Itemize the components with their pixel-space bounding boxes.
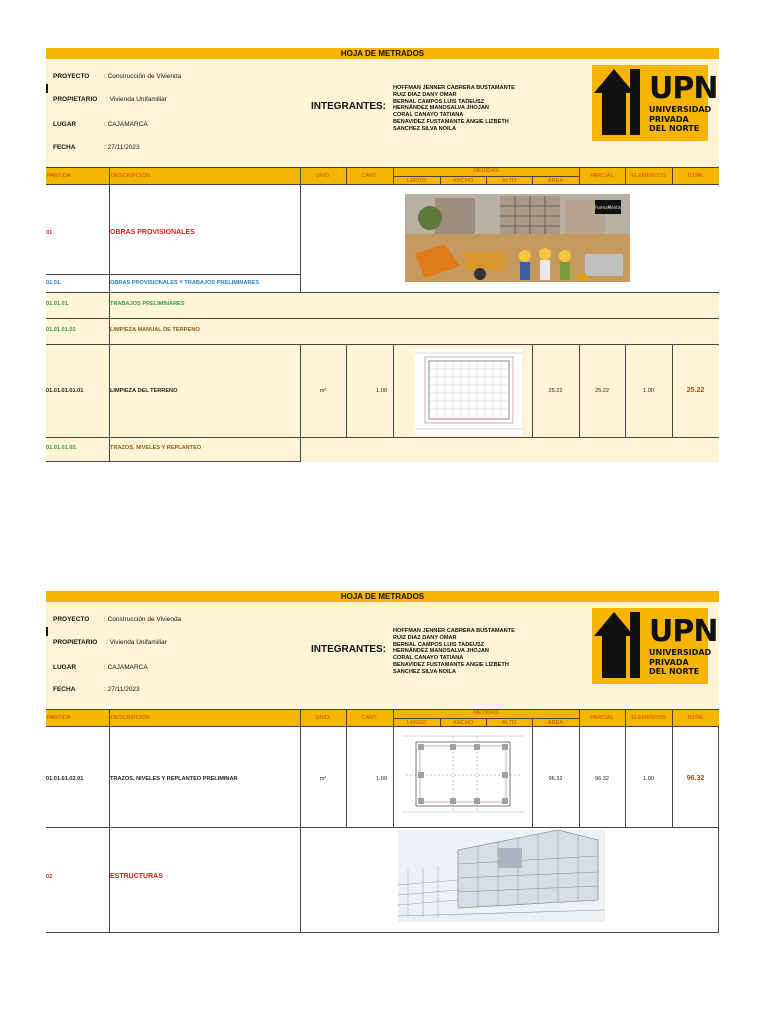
proyecto-value: : Construcción de Vivienda: [104, 616, 182, 623]
proyecto-value: : Construcción de Vivienda: [104, 73, 182, 80]
cant-value: 1.00: [376, 388, 387, 394]
propietario-label: PROPIETARIO: [53, 96, 98, 103]
sheet-header: [46, 59, 719, 167]
partida-code: 01.01.01.02.: [46, 445, 78, 451]
partida-desc: OBRAS PROVISIONALES Y TRABAJOS PRELIMINARES: [110, 280, 259, 286]
col-area: ÁREA: [547, 720, 564, 726]
col-cant: CANT.: [361, 715, 378, 721]
total-value: 96.32: [686, 775, 705, 782]
fecha-label: FECHA: [53, 144, 76, 151]
col-elementos: ELEMENTOS: [631, 715, 666, 721]
fecha-value: : 27/11/2023: [104, 686, 140, 693]
proyecto-label: PROYECTO: [53, 616, 90, 623]
parcial-value: 25.22: [595, 388, 609, 394]
col-descripcion: DESCRIPCIÓN: [111, 715, 150, 721]
parcial-value: 96.32: [595, 776, 609, 782]
propietario-label: PROPIETARIO: [53, 639, 98, 646]
partida-desc: ESTRUCTURAS: [110, 873, 163, 880]
col-medidas: MEDIDAS: [473, 710, 499, 716]
partida-desc: LIMPIEZA MANUAL DE TERRENO: [110, 327, 200, 333]
arrow-up-icon: [592, 608, 648, 684]
member: BENAVIDEZ FUSTAMANTE ANGIE LIZBETH: [393, 118, 509, 125]
col-elementos: ELEMENTOS: [631, 173, 666, 179]
elementos-value: 1.00: [643, 776, 654, 782]
propietario-value: : Vivienda Unifamiliar: [106, 96, 167, 103]
area-value: 25.22: [548, 388, 563, 394]
lugar-value: : CAJAMARCA: [104, 664, 148, 671]
member: SANCHEZ SILVA NOILA: [393, 125, 456, 132]
col-partida: PARTIDA: [47, 715, 71, 721]
total-value: 25.22: [686, 387, 705, 394]
partida-code: 01.01.01.01.01: [46, 388, 84, 394]
member: BENAVIDEZ FUSTAMANTE ANGIE LIZBETH: [393, 661, 509, 668]
sheet-title: HOJA DE METRADOS: [46, 48, 719, 59]
fecha-value: : 27/11/2023: [104, 144, 140, 151]
member: BERNAL CAMPOS LUIS TADEUSZ: [393, 641, 485, 648]
col-total: TOTAL: [686, 715, 705, 721]
logo-brand: UPN: [649, 71, 718, 106]
member: BERNAL CAMPOS LUIS TADEUSZ: [393, 98, 485, 105]
fecha-label: FECHA: [53, 686, 76, 693]
partida-code: 01: [46, 230, 53, 236]
column-header: [46, 167, 719, 185]
col-partida: PARTIDA: [47, 173, 71, 179]
member: CORAL CANAYO TATIANA: [393, 655, 464, 662]
elementos-value: 1.00: [643, 388, 654, 394]
col-descripcion: DESCRIPCIÓN: [111, 173, 150, 179]
arrow-up-icon: [592, 65, 648, 141]
col-alto: ALTO: [501, 178, 517, 184]
construction-illustration: [405, 194, 630, 282]
col-total: TOTAL: [686, 173, 705, 179]
unid-value: m²: [319, 388, 327, 394]
col-cant: CANT.: [361, 173, 378, 179]
structure-illustration: [398, 830, 605, 922]
col-largo: LARGO: [406, 720, 427, 726]
lugar-value: : CAJAMARCA: [104, 121, 148, 128]
partida-code: 01.01.01.02.01: [46, 776, 84, 782]
partida-desc: TRABAJOS PRELIMINARES: [110, 301, 185, 307]
member: HOFFMAN JENNER CABRERA BUSTAMANTE: [393, 628, 515, 634]
floor-plan-drawing: [415, 349, 522, 435]
upn-logo: [592, 608, 718, 684]
col-medidas: MEDIDAS: [473, 168, 499, 174]
unid-value: m²: [319, 776, 327, 782]
partida-code: 01.01.: [46, 280, 62, 286]
integrantes-label: INTEGRANTES:: [311, 644, 386, 655]
col-ancho: ANCHO: [452, 178, 474, 184]
partida-desc: TRAZOS, NIVELES Y REPLANTEO: [110, 445, 202, 451]
member: HERNÁNDEZ MANOSALVA JHOJAN: [393, 105, 489, 112]
col-largo: LARGO: [406, 178, 427, 184]
propietario-value: : Vivienda Unifamiliar: [106, 639, 167, 646]
integrantes-label: INTEGRANTES:: [311, 101, 386, 112]
badge-text: FormaMentis: [595, 205, 621, 210]
col-alto: ALTO: [501, 720, 517, 726]
partida-desc: LIMPIEZA DEL TERRENO: [110, 388, 178, 394]
partida-desc: TRAZOS, NIVELES Y REPLANTEO PRELIMINAR: [110, 776, 238, 782]
area-value: 96.32: [548, 776, 563, 782]
member: RUIZ DIAZ DANY OMAR: [393, 634, 457, 641]
members-list: [393, 628, 515, 676]
col-area: ÁREA: [547, 178, 564, 184]
partida-desc: OBRAS PROVISIONALES: [110, 229, 195, 236]
column-header: [46, 709, 719, 727]
logo-text: UNIVERSIDAD PRIVADA DEL NORTE: [649, 105, 712, 133]
col-parcial: PARCIAL: [590, 715, 614, 721]
upn-logo: [592, 65, 718, 141]
proyecto-label: PROYECTO: [53, 73, 90, 80]
lugar-label: LUGAR: [53, 121, 77, 128]
member: RUIZ DIAZ DANY OMAR: [393, 91, 457, 98]
partida-code: 01.01.01.01: [46, 327, 76, 333]
lugar-label: LUGAR: [53, 664, 77, 671]
sheet-header: [46, 602, 719, 709]
members-list: [393, 85, 515, 133]
col-ancho: ANCHO: [452, 720, 474, 726]
sheet-title: HOJA DE METRADOS: [46, 591, 719, 602]
metrados-sheet-1: [46, 48, 719, 462]
logo-text: UNIVERSIDAD PRIVADA DEL NORTE: [649, 648, 712, 676]
member: CORAL CANAYO TATIANA: [393, 112, 464, 119]
member: SANCHEZ SILVA NOILA: [393, 668, 456, 675]
layout-plan-drawing: [398, 732, 528, 816]
partida-code: 02: [46, 874, 53, 880]
logo-brand: UPN: [649, 614, 718, 649]
col-unid: UNID.: [315, 173, 331, 179]
col-parcial: PARCIAL: [590, 173, 614, 179]
partida-code: 01.01.01.: [46, 301, 70, 307]
member: HERNÁNDEZ MANOSALVA JHOJAN: [393, 648, 489, 655]
cant-value: 1.00: [376, 776, 387, 782]
metrados-sheet-2: [46, 591, 719, 933]
col-unid: UNID.: [315, 715, 331, 721]
member: HOFFMAN JENNER CABRERA BUSTAMANTE: [393, 85, 515, 91]
